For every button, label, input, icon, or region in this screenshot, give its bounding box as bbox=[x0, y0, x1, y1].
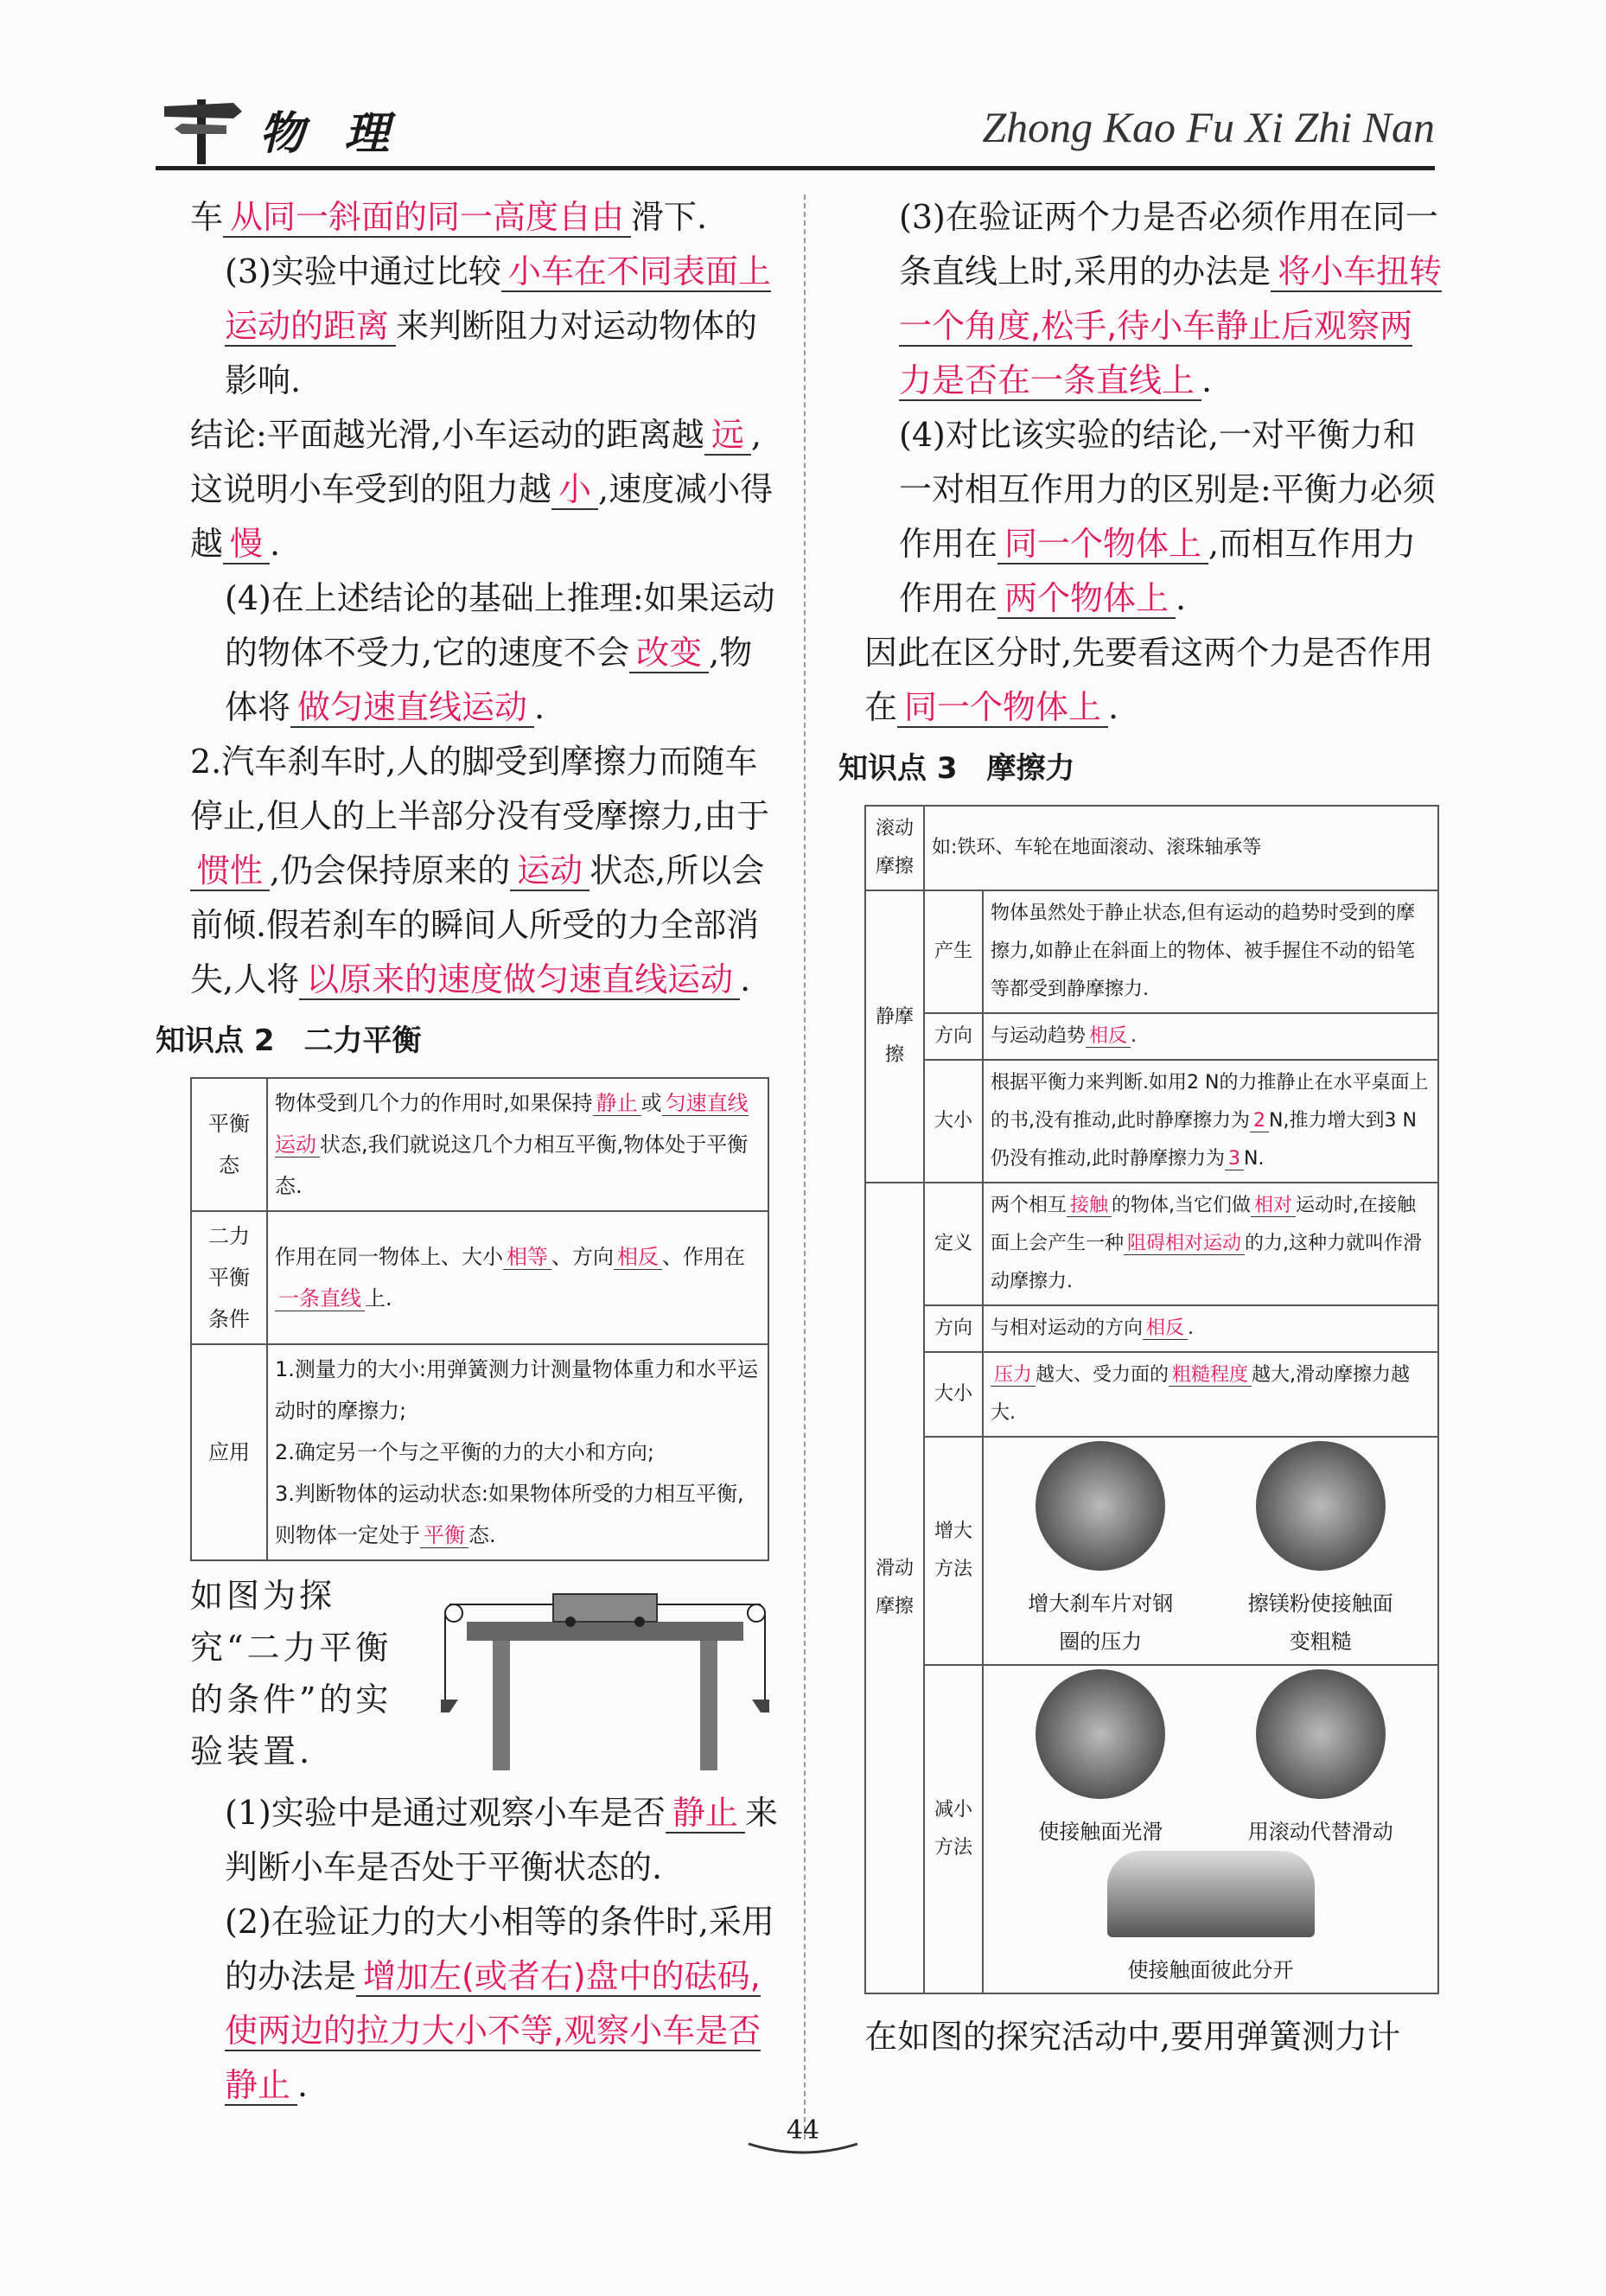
apparatus-intro: 如图为探究“二力平衡的条件”的实验装置. bbox=[190, 1577, 392, 1770]
table-row bbox=[865, 1352, 1438, 1437]
chalk-photo bbox=[1256, 1441, 1386, 1571]
table-row bbox=[865, 1060, 1438, 1183]
left-column bbox=[156, 190, 778, 2113]
row-content: 根据平衡力来判断.如用2 N的力推静止在水平桌面上的书,没有推动,此时静摩擦力为 2 N,推力增大到3 N仍没有推动,此时静摩擦力为 3 N. bbox=[983, 1060, 1438, 1183]
sub-label: 增大方法 bbox=[924, 1437, 983, 1665]
row-label: 二力平衡条件 bbox=[191, 1211, 267, 1344]
page-header bbox=[156, 86, 1435, 169]
right-column bbox=[838, 190, 1443, 2064]
list-item: 3.判断物体的运动状态:如果物体所受的力相互平衡,则物体一定处于 平衡 态. bbox=[275, 1482, 744, 1547]
photo-brake bbox=[1023, 1441, 1178, 1661]
row-content bbox=[983, 1437, 1438, 1665]
sub-label: 方向 bbox=[924, 1013, 983, 1060]
question-3: (3)实验中通过比较 小车在不同表面上运动的距离 来判断阻力对运动物体的影响. bbox=[225, 252, 771, 399]
bearing-photo bbox=[1256, 1669, 1386, 1799]
row-label: 应用 bbox=[191, 1344, 267, 1560]
knowledge-point-2-heading: 知识点 2 二力平衡 bbox=[156, 1024, 422, 1058]
row-content: 物体受到几个力的作用时,如果保持 静止 或 匀速直线运动 状态,我们就说这几个力相互平衡,物体处于平衡态. bbox=[267, 1078, 768, 1211]
list-item: 2.确定另一个与之平衡的力的大小和方向; bbox=[275, 1440, 654, 1464]
sub-label: 方向 bbox=[924, 1305, 983, 1352]
sub-label: 大小 bbox=[924, 1352, 983, 1437]
table-row bbox=[191, 1078, 768, 1211]
row-content: 压力 越大、受力面的 粗糙程度 越大,滑动摩擦力越大. bbox=[983, 1352, 1438, 1437]
question-4: (4)在上述结论的基础上推理:如果运动的物体不受力,它的速度不会 改变 ,物体将 做匀速直线运动 . bbox=[225, 579, 775, 726]
row-content: 与相对运动的方向 相反 . bbox=[983, 1305, 1438, 1352]
brake-photo bbox=[1036, 1441, 1165, 1571]
experiment-q2: (2)在验证力的大小相等的条件时,采用的办法是 增加左(或者右)盘中的砝码,使两边的拉力大小不等,观察小车是否静止 . bbox=[225, 1903, 774, 2104]
signpost-logo-icon bbox=[156, 91, 251, 164]
column-divider bbox=[804, 195, 806, 2140]
table-row bbox=[865, 1437, 1438, 1665]
photo-caption: 擦镁粉使接触面变粗糙 bbox=[1247, 1591, 1393, 1654]
skating-photo bbox=[1036, 1669, 1165, 1799]
sub-label: 定义 bbox=[924, 1183, 983, 1305]
apparatus-image bbox=[441, 1570, 769, 1786]
table-row bbox=[191, 1211, 768, 1344]
experiment-q1: (1)实验中是通过观察小车是否 静止 来判断小车是否处于平衡状态的. bbox=[225, 1794, 778, 1886]
question-2: 2.汽车刹车时,人的脚受到摩擦力而随车停止,但人的上半部分没有受摩擦力,由于惯性 ,仍会保持原来的 运动 状态,所以会前倾.假若刹车的瞬间人所受的力全部消失,人将 以原来的速度做匀速直线运动 . bbox=[190, 743, 770, 998]
row-content bbox=[267, 1344, 768, 1560]
row-label: 滑动摩擦 bbox=[865, 1183, 924, 1993]
closing-line: 在如图的探究活动中,要用弹簧测力计 bbox=[864, 2018, 1401, 2056]
experiment-note: 因此在区分时,先要看这两个力是否作用在 同一个物体上 . bbox=[864, 634, 1434, 726]
photo-caption: 使接触面彼此分开 bbox=[1127, 1958, 1294, 1982]
sub-label: 产生 bbox=[924, 890, 983, 1013]
photo-skating bbox=[1018, 1669, 1182, 1851]
table-row bbox=[191, 1344, 768, 1560]
row-content bbox=[983, 1665, 1438, 1993]
sub-label: 大小 bbox=[924, 1060, 983, 1183]
row-content: 如:铁环、车轮在地面滚动、滚珠轴承等 bbox=[924, 806, 1438, 890]
photo-hovercraft bbox=[991, 1851, 1431, 1989]
photo-caption: 使接触面光滑 bbox=[1038, 1820, 1163, 1844]
row-content: 与运动趋势 相反 . bbox=[983, 1013, 1438, 1060]
experiment-q3: (3)在验证两个力是否必须作用在同一条直线上时,采用的办法是 将小车扭转一个角度,松手,待小车静止后观察两力是否在一条直线上 . bbox=[899, 198, 1443, 399]
sub-label: 减小方法 bbox=[924, 1665, 983, 1993]
row-content: 作用在同一物体上、大小 相等 、方向 相反 、作用在一条直线 上. bbox=[267, 1211, 768, 1344]
hovercraft-photo bbox=[1107, 1851, 1315, 1937]
table-row bbox=[865, 1013, 1438, 1060]
photo-chalk bbox=[1243, 1441, 1399, 1661]
knowledge-point-3-heading: 知识点 3 摩擦力 bbox=[838, 751, 1075, 786]
answer-line: 车 从同一斜面的同一高度自由 滑下. bbox=[190, 198, 708, 236]
row-label: 滚动摩擦 bbox=[865, 806, 924, 890]
photo-caption: 用滚动代替滑动 bbox=[1247, 1820, 1393, 1844]
table-row bbox=[865, 1183, 1438, 1305]
apparatus-block bbox=[190, 1570, 778, 1786]
list-item: 1.测量力的大小:用弹簧测力计测量物体重力和水平运动时的摩擦力; bbox=[275, 1357, 758, 1423]
table-row bbox=[865, 806, 1438, 890]
page-number: 44 bbox=[786, 2115, 820, 2146]
photo-bearing bbox=[1239, 1669, 1403, 1851]
row-content: 两个相互 接触 的物体,当它们做 相对 运动时,在接触面上会产生一种 阻碍相对运动 的力,这种力就叫作滑动摩擦力. bbox=[983, 1183, 1438, 1305]
balance-table bbox=[190, 1077, 769, 1561]
header-rule bbox=[156, 166, 1435, 170]
friction-table bbox=[864, 805, 1439, 1994]
table-row bbox=[865, 1665, 1438, 1993]
subject-title: 物 理 bbox=[259, 107, 402, 160]
conclusion: 结论:平面越光滑,小车运动的距离越 远 ,这说明小车受到的阻力越 小 ,速度减小得越 慢 . bbox=[190, 416, 774, 563]
row-label: 静摩擦 bbox=[865, 890, 924, 1183]
photo-caption: 增大刹车片对钢圈的压力 bbox=[1028, 1591, 1174, 1654]
table-row bbox=[865, 1305, 1438, 1352]
table-row bbox=[865, 890, 1438, 1013]
experiment-q4: (4)对比该实验的结论,一对平衡力和一对相互作用力的区别是:平衡力必须作用在 同一个物体上 ,而相互作用力作用在 两个物体上 . bbox=[899, 416, 1436, 617]
row-content: 物体虽然处于静止状态,但有运动的趋势时受到的摩擦力,如静止在斜面上的物体、被手握住不动的铅笔等都受到静摩擦力. bbox=[983, 890, 1438, 1013]
book-title: Zhong Kao Fu Xi Zhi Nan bbox=[982, 103, 1435, 151]
row-label: 平衡态 bbox=[191, 1078, 267, 1211]
